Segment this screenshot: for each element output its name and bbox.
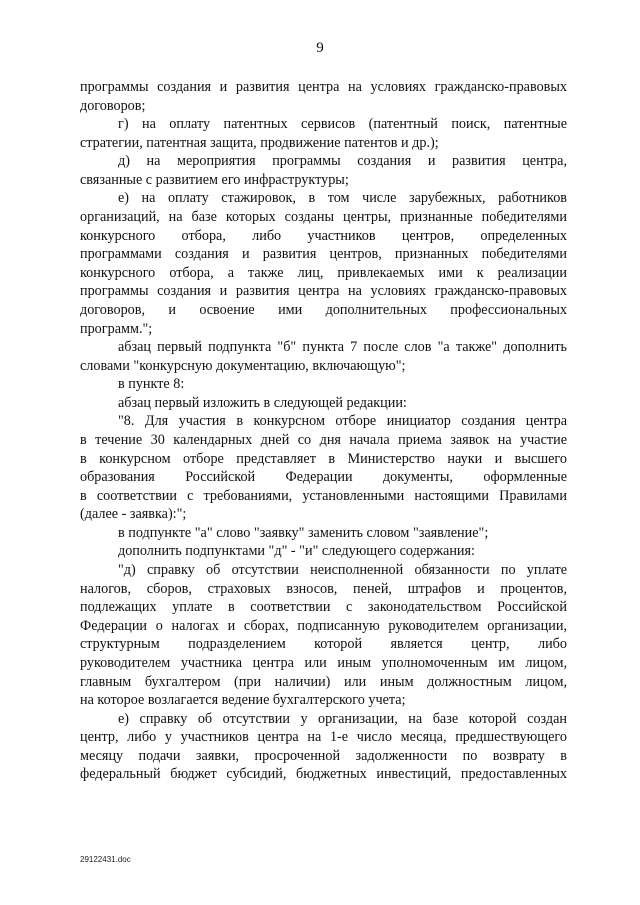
text-line: программы создания и развития центра на условиях гражданско-правовых [80, 79, 567, 95]
text-line: в конкурсном отборе представляет в Министерство науки и высшего [80, 450, 567, 467]
text-line: на которое возлагается ведение бухгалтерского учета; [80, 692, 406, 709]
text-line: конкурсного отбора, либо участников центров, определенных [80, 227, 567, 244]
text-line: организаций, на базе которых созданы центры, признанные победителями [80, 209, 567, 226]
text-line: е) на оплату стажировок, в том числе зарубежных, работников [118, 190, 567, 207]
text-line: программами создания и развития центров, признанных победителями [80, 246, 567, 263]
text-line: (далее - заявка):"; [80, 506, 187, 523]
file-name-footer: 29122431.doc [80, 855, 131, 864]
text-line: в течение 30 календарных дней со дня начала приема заявок на участие [80, 431, 567, 448]
text-line: в соответствии с требованиями, установленными настоящими Правилами [80, 487, 567, 504]
text-line: в подпункте "а" слово "заявку" заменить словом "заявление"; [118, 524, 489, 541]
text-line: договоров; [80, 97, 146, 114]
text-line: словами "конкурсную документацию, включающую"; [80, 357, 406, 374]
text-line: конкурсного отбора, а также лиц, привлекаемых ими к реализации [80, 264, 567, 281]
document-body [80, 78, 567, 784]
text-line: федеральный бюджет субсидий, бюджетных инвестиций, предоставленных [80, 766, 567, 783]
text-line: "д) справку об отсутствии неисполненной обязанности по уплате [118, 562, 567, 579]
text-line: "8. Для участия в конкурсном отборе инициатор создания центра [118, 413, 567, 430]
text-line: налогов, сборов, страховых взносов, пеней, штрафов и процентов, [80, 580, 567, 597]
text-line: структурным подразделением которой является центр, либо [80, 636, 567, 653]
text-line: г) на оплату патентных сервисов (патентный поиск, патентные [118, 116, 567, 133]
text-line: подлежащих уплате в соответствии с законодательством Российской [80, 599, 567, 616]
text-line: абзац первый подпункта "б" пункта 7 после слов "а также" дополнить [118, 339, 567, 356]
text-line: программ."; [80, 320, 153, 337]
text-line: абзац первый изложить в следующей редакции: [118, 394, 407, 411]
page-number: 9 [316, 40, 324, 56]
text-line: договоров, и освоение ими дополнительных профессиональных [80, 301, 567, 318]
text-line: в пункте 8: [118, 376, 185, 393]
text-line: образования Российской Федерации документы, оформленные [80, 469, 567, 486]
text-line: д) на мероприятия программы создания и развития центра, [118, 153, 567, 170]
text-line: е) справку об отсутствии у организации, на базе которой создан [118, 710, 567, 727]
text-line: стратегии, патентная защита, продвижение патентов и др.); [80, 134, 439, 151]
text-line: дополнить подпунктами "д" - "и" следующего содержания: [118, 543, 475, 560]
text-line: программы создания и развития центра на условиях гражданско-правовых [80, 283, 567, 300]
text-line: связанные с развитием его инфраструктуры; [80, 171, 349, 188]
text-line: главным бухгалтером (при наличии) или иным должностным лицом, [80, 673, 567, 690]
text-line: месяцу подачи заявки, просроченной задолженности по возврату в [80, 747, 567, 764]
text-line: центр, либо у участников центра на 1-е число месяца, предшествующего [80, 729, 567, 746]
text-line: Федерации о налогах и сборах, подписанную руководителем организации, [80, 617, 567, 634]
text-line: руководителем участника центра или иным уполномоченным им лицом, [80, 654, 567, 671]
